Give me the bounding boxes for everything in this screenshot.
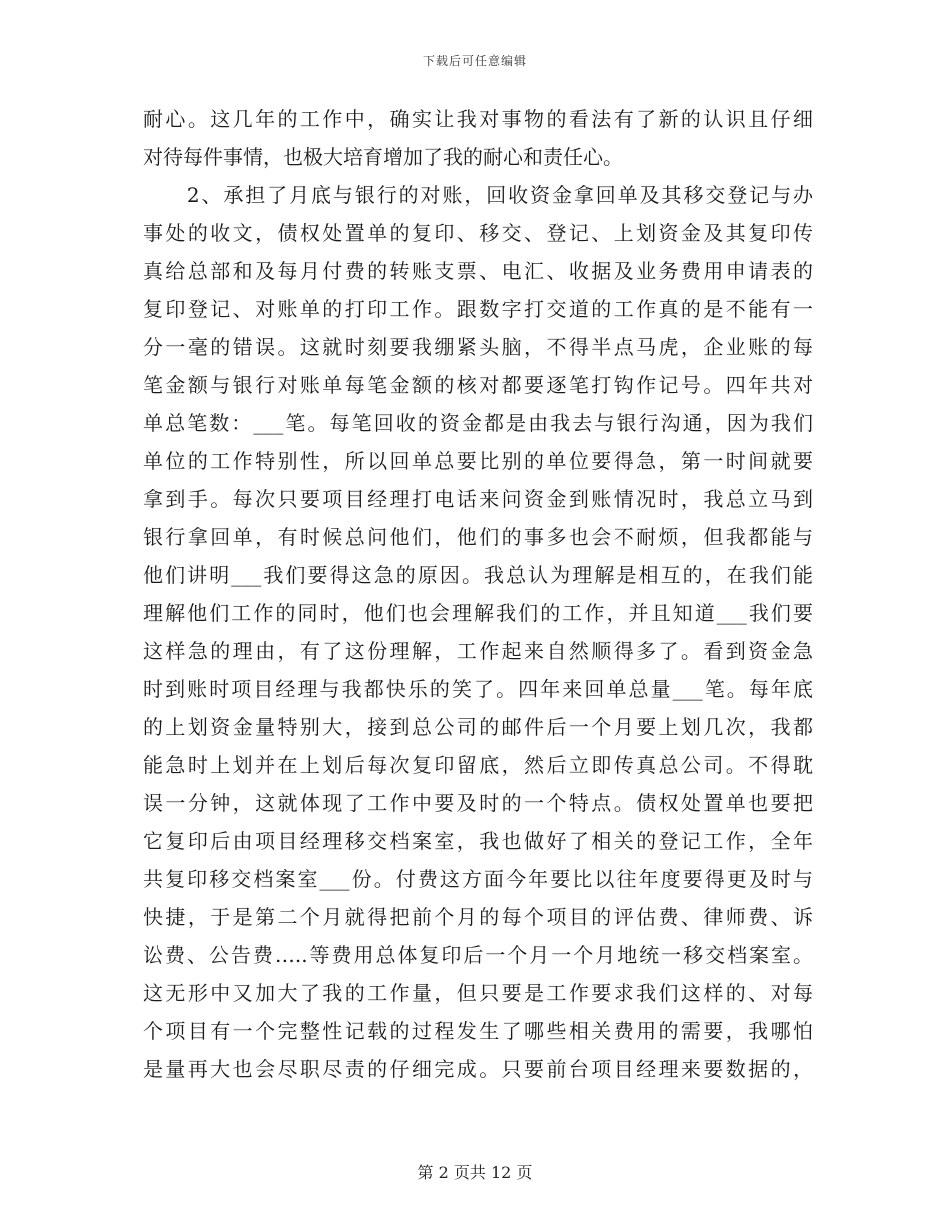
document-body xyxy=(143,100,813,1088)
body-line: 2、承担了月底与银行的对账，回收资金拿回单及其移交登记与办 xyxy=(143,183,813,207)
body-line: 讼费、公告费…..等费用总体复印后一个月一个月地统一移交档案室。 xyxy=(143,943,813,967)
body-line: 理解他们工作的同时，他们也会理解我们的工作，并且知道___我们要 xyxy=(143,601,813,625)
body-line: 对待每件事情，也极大培育增加了我的耐心和责任心。 xyxy=(143,145,623,169)
body-line: 这无形中又加大了我的工作量，但只要是工作要求我们这样的、对每 xyxy=(143,981,813,1005)
body-line: 单总笔数：___笔。每笔回收的资金都是由我去与银行沟通，因为我们 xyxy=(143,411,813,435)
body-line: 复印登记、对账单的打印工作。跟数字打交道的工作真的是不能有一 xyxy=(143,297,813,321)
body-line: 他们讲明___我们要得这急的原因。我总认为理解是相互的，在我们能 xyxy=(143,563,813,587)
body-line: 分一毫的错误。这就时刻要我绷紧头脑，不得半点马虎，企业账的每 xyxy=(143,335,813,359)
body-line: 单位的工作特别性，所以回单总要比别的单位要得急，第一时间就要 xyxy=(143,449,813,473)
body-line: 耐心。这几年的工作中，确实让我对事物的看法有了新的认识且仔细 xyxy=(143,107,813,131)
body-line: 是量再大也会尽职尽责的仔细完成。只要前台项目经理来要数据的， xyxy=(143,1057,813,1081)
page-number: 第 2 页共 12 页 xyxy=(417,1163,533,1182)
body-line: 的上划资金量特别大，接到总公司的邮件后一个月要上划几次，我都 xyxy=(143,715,813,739)
page-header-note: 下载后可任意编辑 xyxy=(422,54,527,68)
body-line: 能急时上划并在上划后每次复印留底，然后立即传真总公司。不得耽 xyxy=(143,753,813,777)
body-line: 事处的收文，债权处置单的复印、移交、登记、上划资金及其复印传 xyxy=(143,221,813,245)
body-line: 拿到手。每次只要项目经理打电话来问资金到账情况时，我总立马到 xyxy=(143,487,813,511)
body-line: 这样急的理由，有了这份理解，工作起来自然顺得多了。看到资金急 xyxy=(143,639,813,663)
body-line: 银行拿回单，有时候总问他们，他们的事多也会不耐烦，但我都能与 xyxy=(143,525,813,549)
body-line: 误一分钟，这就体现了工作中要及时的一个特点。债权处置单也要把 xyxy=(143,791,813,815)
body-line: 它复印后由项目经理移交档案室，我也做好了相关的登记工作，全年 xyxy=(143,829,813,853)
body-line: 笔金额与银行对账单每笔金额的核对都要逐笔打钩作记号。四年共对 xyxy=(143,373,813,397)
body-line: 时到账时项目经理与我都快乐的笑了。四年来回单总量___笔。每年底 xyxy=(143,677,813,701)
body-line: 真给总部和及每月付费的转账支票、电汇、收据及业务费用申请表的 xyxy=(143,259,813,283)
body-line: 快捷，于是第二个月就得把前个月的每个项目的评估费、律师费、诉 xyxy=(143,905,813,929)
body-line: 个项目有一个完整性记载的过程发生了哪些相关费用的需要，我哪怕 xyxy=(143,1019,813,1043)
body-line: 共复印移交档案室___份。付费这方面今年要比以往年度要得更及时与 xyxy=(143,867,813,891)
